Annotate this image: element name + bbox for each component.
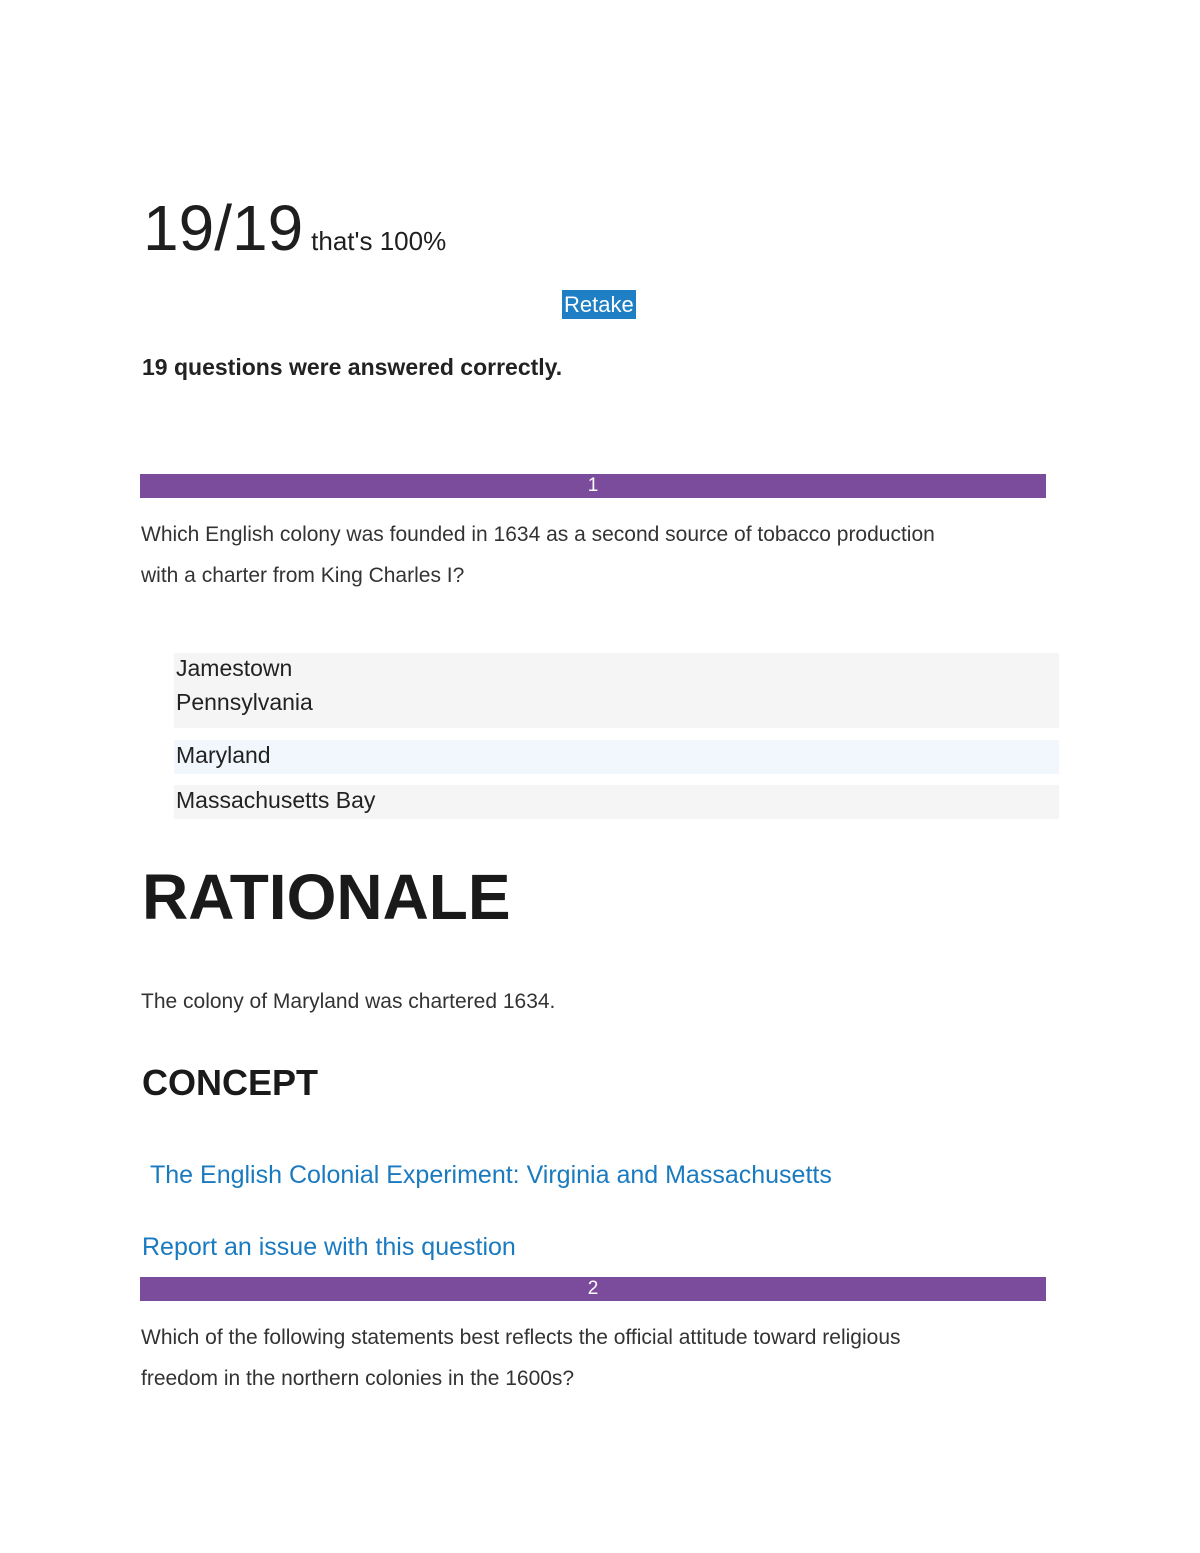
rationale-heading: RATIONALE <box>142 861 511 933</box>
score-percent: that's 100% <box>311 226 447 256</box>
question-text-line: Which of the following statements best reflects the official attitude toward religious <box>141 1326 901 1349</box>
question-text-line: with a charter from King Charles I? <box>141 564 465 587</box>
question-number-bar: 1 <box>140 474 1046 498</box>
retake-button[interactable]: Retake <box>564 292 634 317</box>
report-issue-link[interactable]: Report an issue with this question <box>142 1233 516 1261</box>
answer-option[interactable]: Pennsylvania <box>174 687 1059 728</box>
question-number-bar: 2 <box>140 1277 1046 1301</box>
results-summary: 19 questions were answered correctly. <box>142 354 563 380</box>
answer-option-selected[interactable]: Maryland <box>174 740 1059 774</box>
question-text <box>141 1317 1061 1399</box>
score <box>143 192 447 264</box>
answer-option[interactable]: Massachusetts Bay <box>174 785 1059 819</box>
answer-list <box>174 653 1059 829</box>
answer-option[interactable]: Jamestown <box>174 653 1059 687</box>
question-text <box>141 514 1061 596</box>
concept-heading: CONCEPT <box>142 1062 319 1103</box>
score-fraction: 19/19 <box>143 192 304 264</box>
concept-link[interactable]: The English Colonial Experiment: Virginia and Massachusetts <box>150 1161 832 1189</box>
question-text-line: Which English colony was founded in 1634 as a second source of tobacco production <box>141 523 935 546</box>
rationale-text: The colony of Maryland was chartered 1634. <box>141 990 556 1013</box>
question-text-line: freedom in the northern colonies in the 1600s? <box>141 1367 575 1390</box>
